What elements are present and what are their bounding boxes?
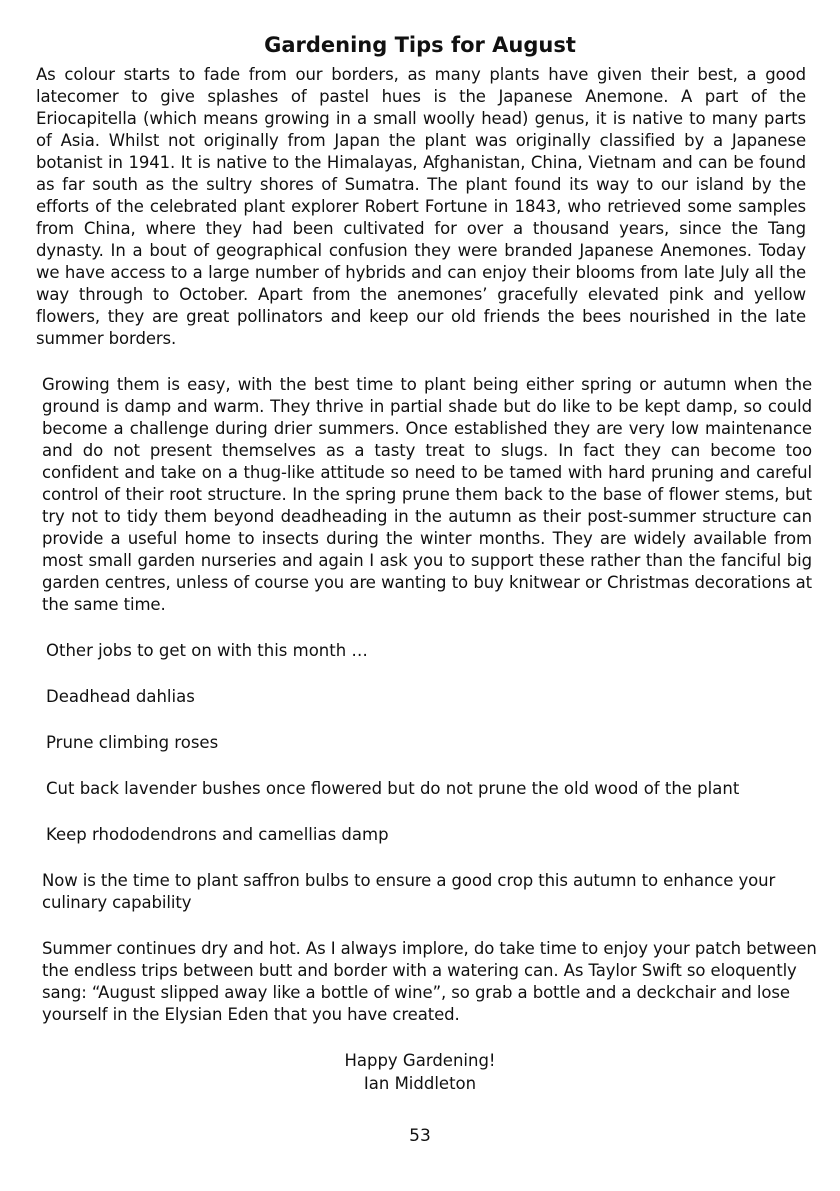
growing-paragraph: Growing them is easy, with the best time to plant being either spring or autumn when the ground is damp and warm. They thrive in partial shade but do like to be kept damp, so could become a challenge during drier summers. Once established they are very low maintenance and do not present themselves as a tasty treat to slugs. In fact they can become too confident and take on a thug-like attitude so need to be tamed with hard pruning and careful control of their root structure. In the spring prune them back to the base of flower stems, but try not to tidy them beyond deadheading in the autumn as their post-summer structure can provide a useful home to insects during the winter months. They are widely available from most small garden nurseries and again I ask you to support these rather than the fanciful big garden centres, unless of course you are wanting to buy knitwear or Christmas decorations at the same time. <box>42 375 812 614</box>
signoff <box>0 1049 840 1095</box>
signoff-author: Ian Middleton <box>363 1074 477 1093</box>
job-item: Deadhead dahlias <box>46 687 195 706</box>
job-item: Cut back lavender bushes once flowered but do not prune the old wood of the plant <box>46 779 740 798</box>
job-item: Prune climbing roses <box>46 733 219 752</box>
page-title: Gardening Tips for August <box>264 33 576 57</box>
page-number: 53 <box>409 1126 431 1146</box>
jobs-intro: Other jobs to get on with this month … <box>46 641 368 660</box>
intro-paragraph: As colour starts to fade from our borders, as many plants have given their best, a good latecomer to give splashes of pastel hues is the Japanese Anemone. A part of the Eriocapitella (which means growing in a small woolly head) genus, it is native to many parts of Asia. Whilst not originally from Japan the plant was originally classified by a Japanese botanist in 1941. It is native to the Himalayas, Afghanistan, China, Vietnam and can be found as far south as the sultry shores of Sumatra. The plant found its way to our island by the efforts of the celebrated plant explorer Robert Fortune in 1843, who retrieved some samples from China, where they had been cultivated for over a thousand years, since the Tang dynasty. In a bout of geographical confusion they were branded Japanese Anemones. Today we have access to a large number of hybrids and can enjoy their blooms from late July all the way through to October. Apart from the anemones’ gracefully elevated pink and yellow flowers, they are great pollinators and keep our old friends the bees nourished in the late summer borders. <box>36 65 806 348</box>
job-item: Now is the time to plant saffron bulbs to ensure a good crop this autumn to enhance your culinary capability <box>42 871 776 912</box>
signoff-greeting: Happy Gardening! <box>344 1051 496 1070</box>
closing-paragraph: Summer continues dry and hot. As I always implore, do take time to enjoy your patch between the endless trips between butt and border with a watering can. As Taylor Swift so eloquently sang: “August slipped away like a bottle of wine”, so grab a bottle and a deckchair and lose yourself in the Elysian Eden that you have created. <box>42 939 817 1024</box>
job-item: Keep rhododendrons and camellias damp <box>46 825 389 844</box>
